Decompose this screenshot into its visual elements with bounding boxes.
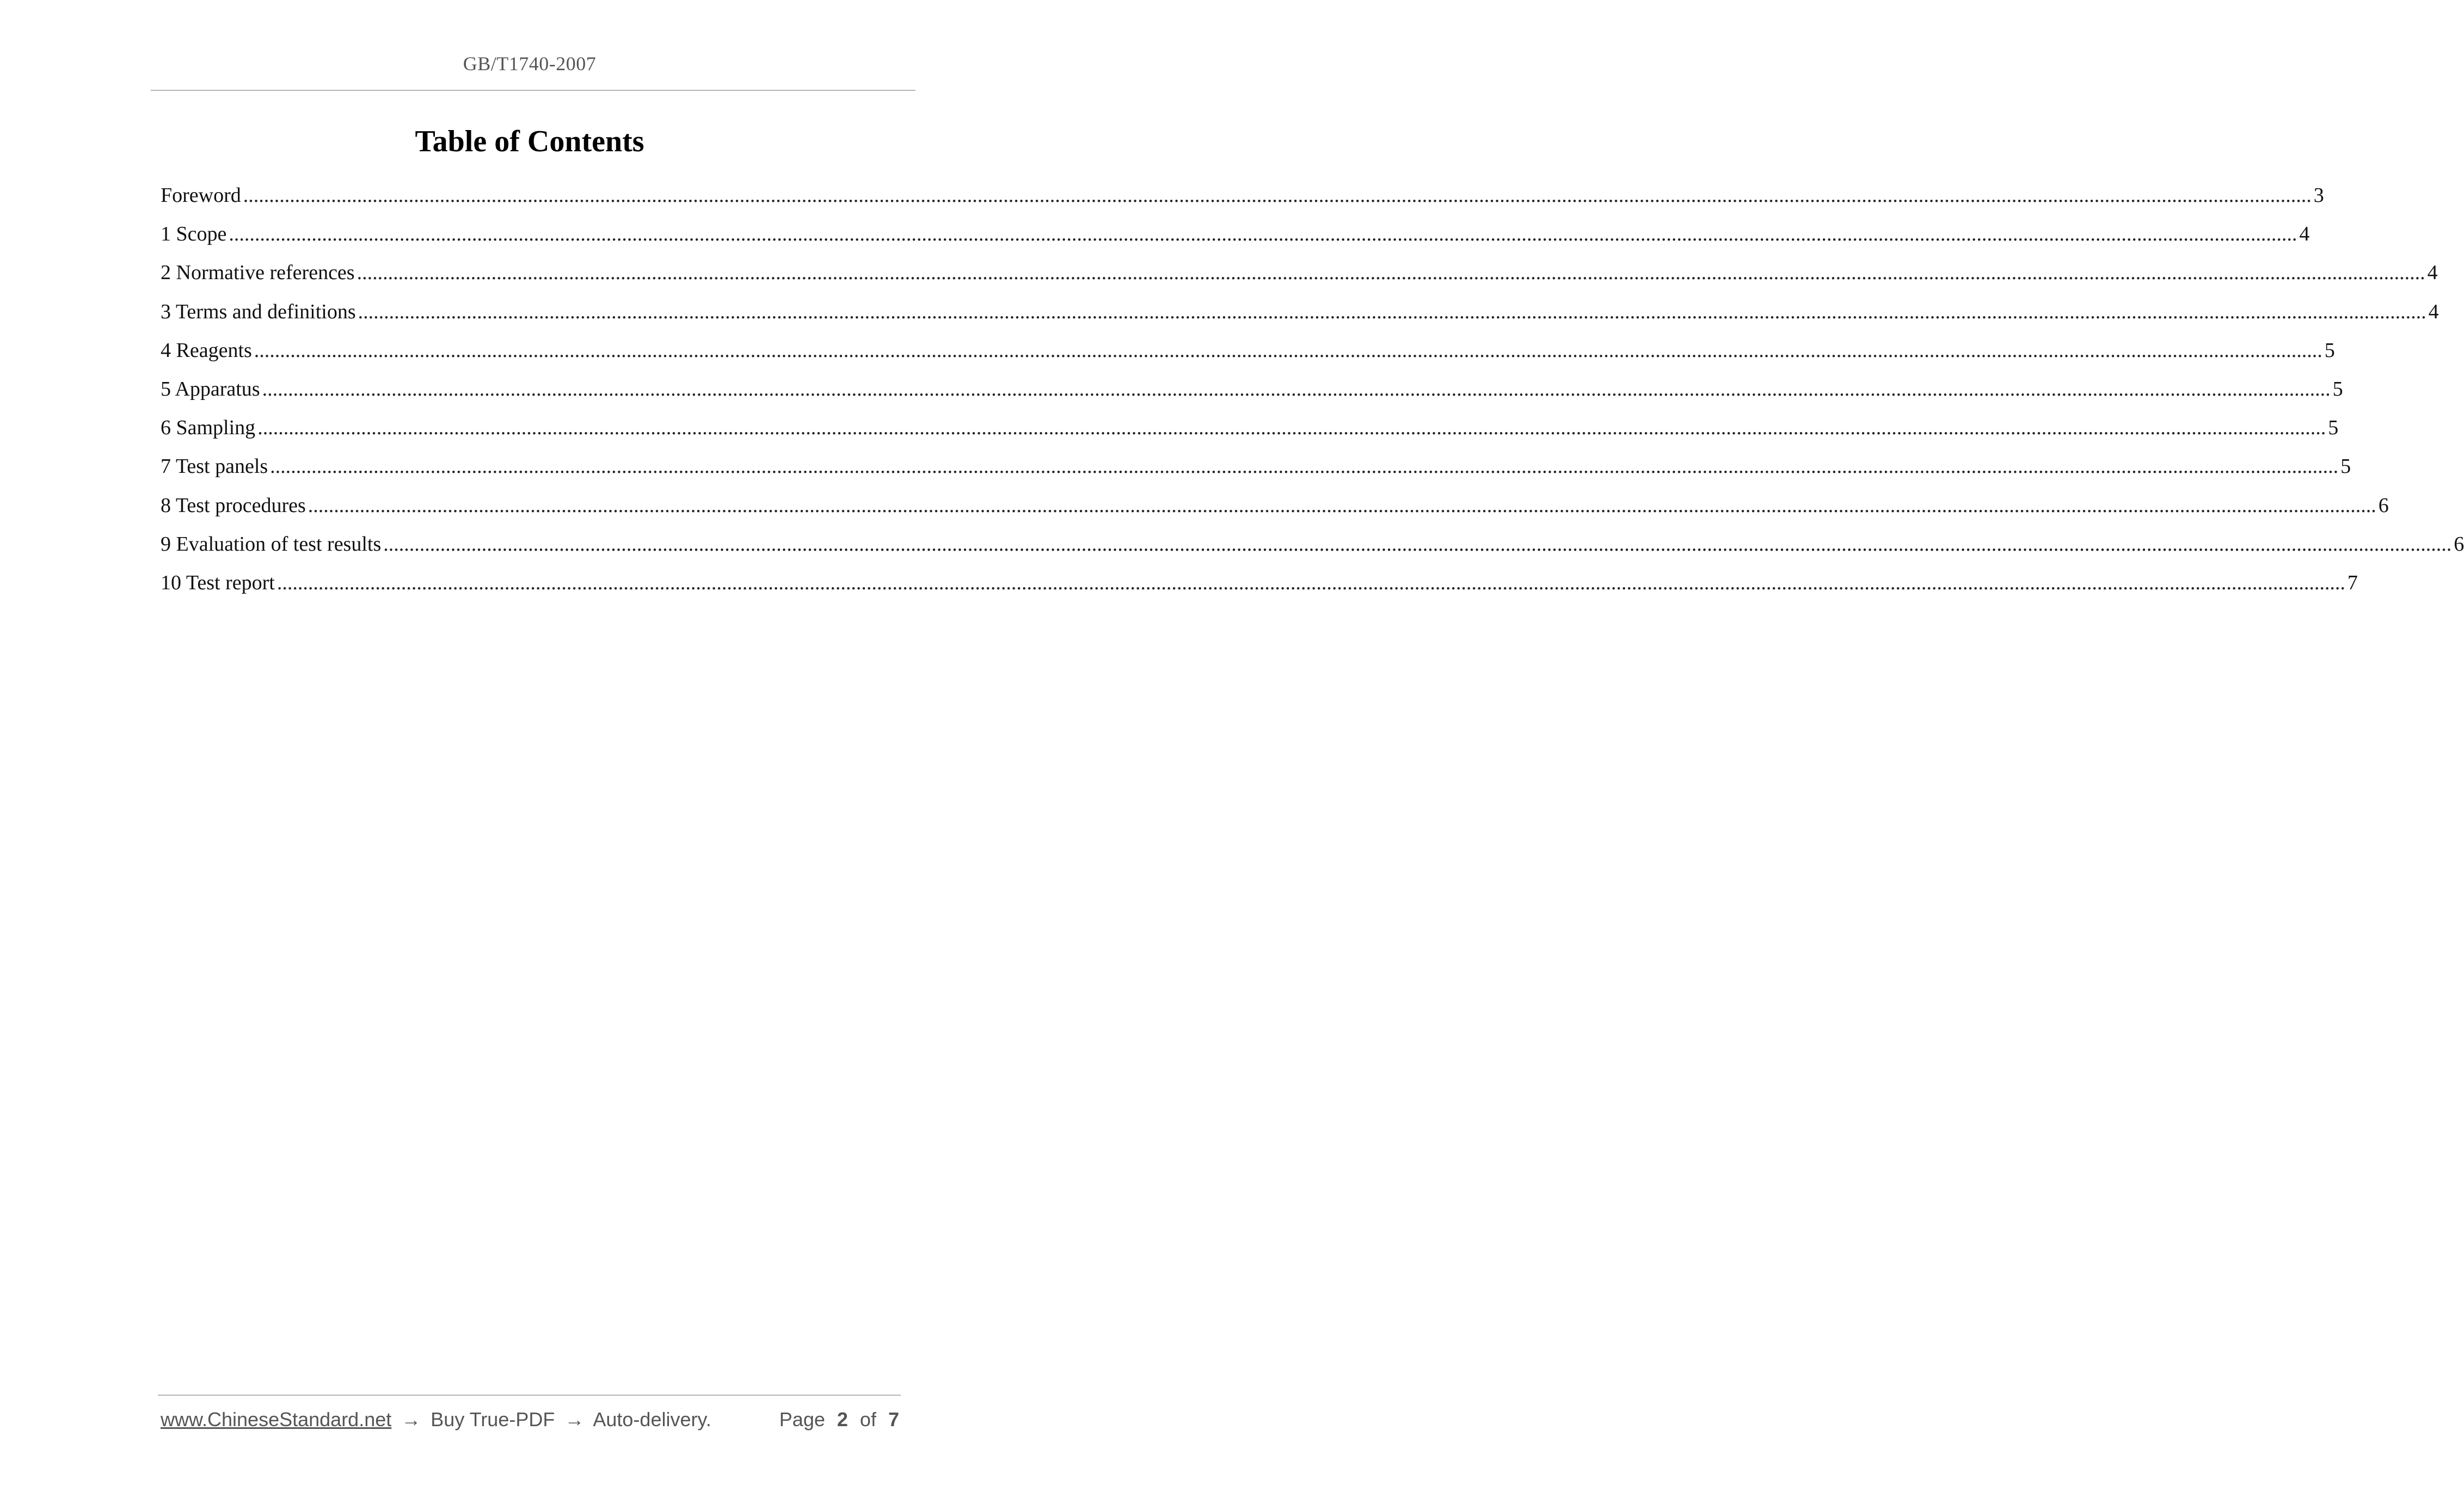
toc-entry-page: 6 bbox=[2378, 494, 2389, 517]
auto-delivery-text: Auto-delivery. bbox=[593, 1408, 711, 1431]
toc-entry-label: 1 Scope bbox=[161, 223, 227, 246]
toc-entry-label: 10 Test report bbox=[161, 571, 275, 594]
toc-leader-dots: ................................................................................................................................................................................................................................................................................................................................................................................................................ bbox=[262, 377, 2331, 400]
footer-left bbox=[161, 1408, 711, 1431]
toc-leader-dots: ................................................................................................................................................................................................................................................................................................................................................................................................................ bbox=[270, 455, 2339, 478]
toc-list bbox=[161, 178, 2464, 604]
toc-entry-normative-references[interactable] bbox=[161, 255, 2438, 294]
toc-entry-apparatus[interactable] bbox=[161, 372, 2343, 410]
site-link[interactable]: www.ChineseStandard.net bbox=[161, 1408, 392, 1431]
toc-entry-page: 3 bbox=[2313, 184, 2324, 207]
toc-title: Table of Contents bbox=[415, 125, 644, 158]
toc-entry-page: 5 bbox=[2332, 377, 2343, 400]
toc-leader-dots: ................................................................................................................................................................................................................................................................................................................................................................................................................ bbox=[257, 416, 2326, 440]
page-current: 2 bbox=[837, 1408, 848, 1431]
page-of-label: of bbox=[859, 1408, 876, 1431]
page-label: Page bbox=[779, 1408, 825, 1431]
toc-leader-dots: ................................................................................................................................................................................................................................................................................................................................................................................................................ bbox=[358, 300, 2426, 323]
toc-entry-label: 4 Reagents bbox=[161, 338, 252, 362]
toc-entry-page: 4 bbox=[2427, 261, 2438, 285]
header-divider bbox=[151, 90, 915, 91]
toc-entry-test-procedures[interactable] bbox=[161, 488, 2389, 527]
page-footer bbox=[161, 1408, 901, 1435]
toc-entry-test-panels[interactable] bbox=[161, 449, 2351, 488]
toc-entry-scope[interactable] bbox=[161, 217, 2310, 255]
buy-true-pdf-text: Buy True-PDF bbox=[431, 1408, 555, 1431]
toc-entry-sampling[interactable] bbox=[161, 410, 2339, 449]
toc-entry-page: 5 bbox=[2324, 338, 2335, 362]
toc-entry-label: 5 Apparatus bbox=[161, 377, 260, 400]
toc-entry-page: 6 bbox=[2454, 532, 2464, 556]
toc-leader-dots: ................................................................................................................................................................................................................................................................................................................................................................................................................ bbox=[229, 223, 2297, 246]
toc-entry-label: 9 Evaluation of test results bbox=[161, 532, 382, 556]
toc-leader-dots: ................................................................................................................................................................................................................................................................................................................................................................................................................ bbox=[383, 532, 2452, 556]
toc-entry-page: 4 bbox=[2428, 300, 2439, 323]
toc-leader-dots: ................................................................................................................................................................................................................................................................................................................................................................................................................ bbox=[357, 261, 2425, 285]
toc-entry-evaluation-of-test-results[interactable] bbox=[161, 527, 2464, 565]
arrow-right-icon: → bbox=[401, 1408, 421, 1431]
toc-leader-dots: ................................................................................................................................................................................................................................................................................................................................................................................................................ bbox=[254, 338, 2322, 362]
page-header-code: GB/T1740-2007 bbox=[463, 53, 597, 75]
toc-entry-label: 7 Test panels bbox=[161, 455, 268, 478]
toc-entry-reagents[interactable] bbox=[161, 333, 2335, 372]
toc-entry-label: 2 Normative references bbox=[161, 261, 355, 285]
toc-entry-label: 6 Sampling bbox=[161, 416, 256, 440]
page-indicator bbox=[779, 1408, 899, 1431]
page-total: 7 bbox=[888, 1408, 899, 1431]
toc-leader-dots: ................................................................................................................................................................................................................................................................................................................................................................................................................ bbox=[243, 184, 2312, 207]
arrow-right-icon: → bbox=[564, 1408, 585, 1431]
toc-entry-page: 7 bbox=[2347, 571, 2358, 594]
footer-divider bbox=[158, 1395, 901, 1396]
toc-leader-dots: ................................................................................................................................................................................................................................................................................................................................................................................................................ bbox=[276, 571, 2345, 594]
toc-leader-dots: ................................................................................................................................................................................................................................................................................................................................................................................................................ bbox=[308, 494, 2376, 517]
toc-entry-page: 4 bbox=[2299, 223, 2310, 246]
toc-entry-test-report[interactable] bbox=[161, 565, 2358, 604]
toc-entry-label: 8 Test procedures bbox=[161, 494, 306, 517]
toc-entry-label: Foreword bbox=[161, 184, 241, 207]
toc-entry-label: 3 Terms and definitions bbox=[161, 300, 356, 323]
toc-entry-foreword[interactable] bbox=[161, 178, 2324, 217]
toc-entry-terms-and-definitions[interactable] bbox=[161, 294, 2439, 333]
toc-entry-page: 5 bbox=[2328, 416, 2339, 440]
toc-entry-page: 5 bbox=[2340, 455, 2351, 478]
